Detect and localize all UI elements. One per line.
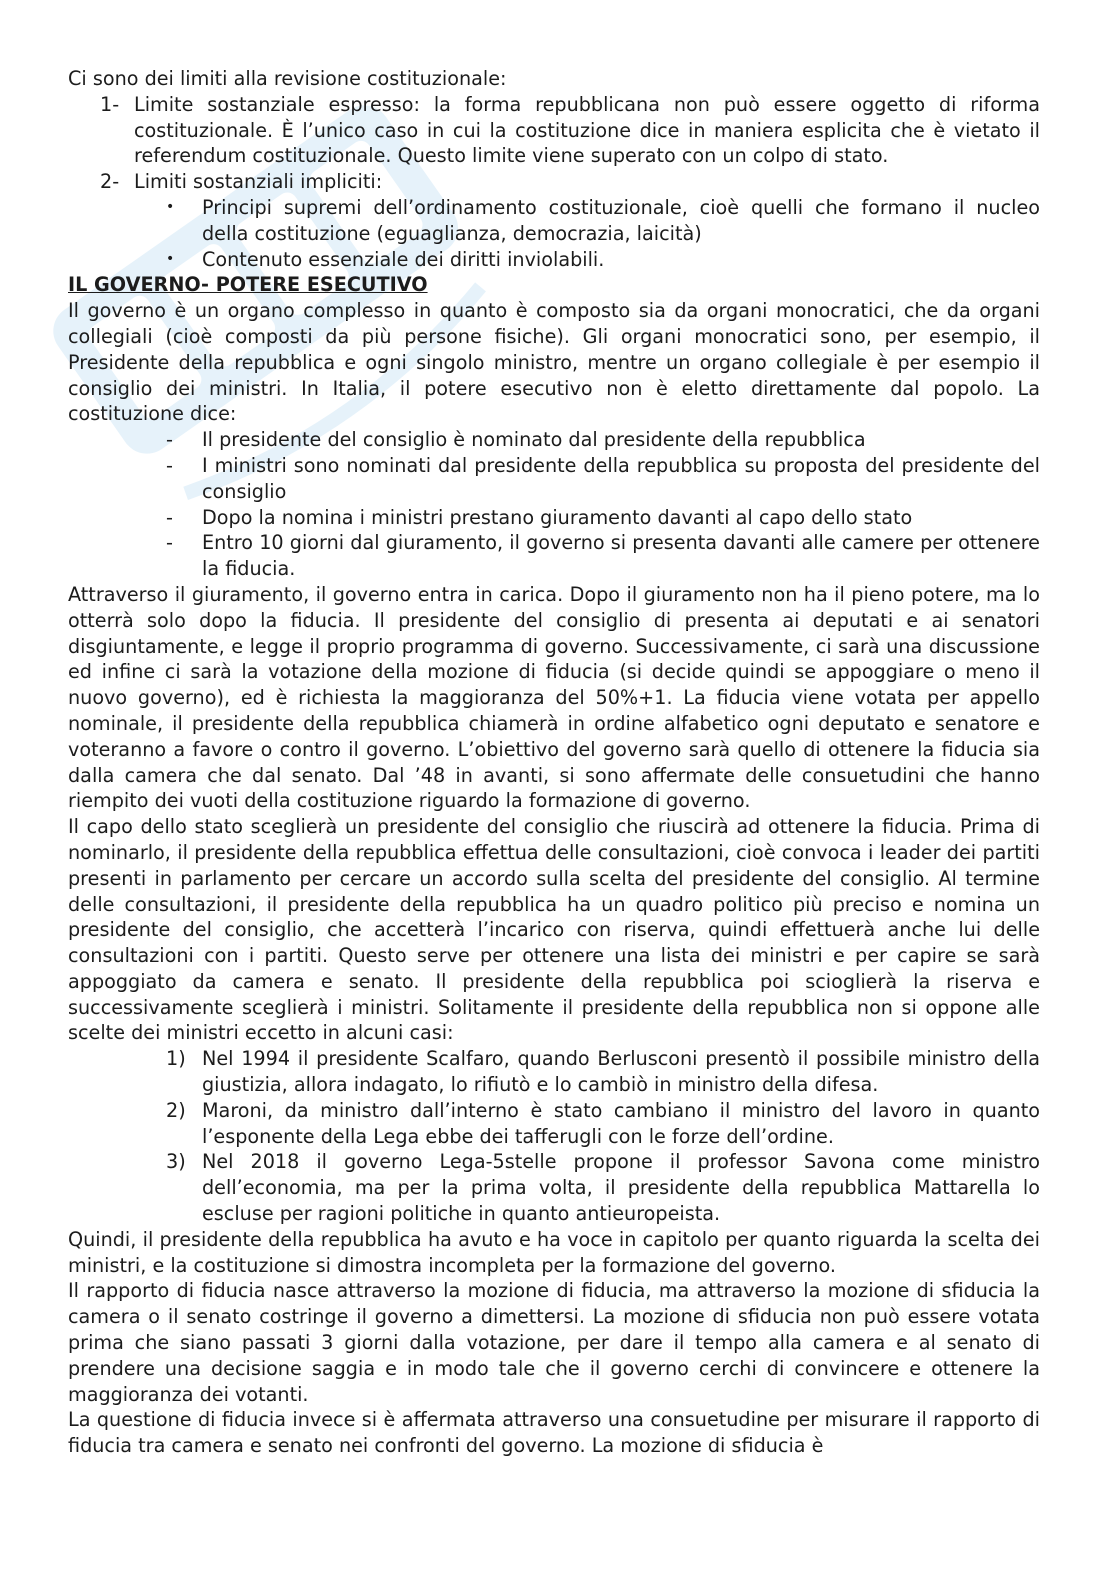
paragraph: Il rapporto di fiducia nasce attraverso la mozione di fiducia, ma attraverso la mozione di sfiducia la camera o il senato costringe il governo a dimettersi. La mozione di sfiducia non può essere votata prima che siano passati 3 giorni dalla votazione, per dare il tempo alla camera e al senato di prendere una decisione saggia e in modo tale che il governo cerchi di convincere e ottenere la maggioranza dei votanti. [68,1279,1040,1406]
bullet-icon: • [166,250,175,267]
bullet-icon: • [166,198,175,215]
paragraph: La questione di fiducia invece si è affermata attraverso una consuetudine per misurare il rapporto di fiducia tra camera e senato nei confronti del governo. La mozione di sfiducia è [68,1408,1040,1458]
implicit-bullet-2 [68,247,1040,273]
list-item-text: Nel 2018 il governo Lega-5stelle propone il professor Savona come ministro dell’economia, ma per la prima volta, il presidente della repubblica Mattarella lo escluse per ragioni politiche in quanto antieuropeista. [202,1150,1040,1226]
dash-marker: - [166,531,173,555]
constitution-item-1 [68,427,1040,453]
list-item-text: I ministri sono nominati dal presidente della repubblica su proposta del presidente del consiglio [202,453,1040,503]
constitution-item-4 [68,530,1040,582]
list-item-text: Dopo la nomina i ministri prestano giuramento davanti al capo dello stato [202,505,913,529]
list-item-text: Maroni, da ministro dall’interno è stato cambiano il ministro del lavoro in quanto l’esponente della Lega ebbe dei tafferugli con le forze dell’ordine. [202,1098,1040,1148]
implicit-bullet-1 [68,195,1040,247]
intro-line: Ci sono dei limiti alla revisione costituzionale: [68,67,507,90]
list-marker: 2- [100,170,120,194]
list-marker: 1) [166,1047,186,1071]
limit-item-1 [68,92,1040,169]
case-item-3 [68,1149,1040,1226]
list-item-text: Il presidente del consiglio è nominato dal presidente della repubblica [202,428,866,452]
constitution-item-3 [68,505,1040,531]
list-item-text: Nel 1994 il presidente Scalfaro, quando Berlusconi presentò il possibile ministro della giustizia, allora indagato, lo rifiutò e lo cambiò in ministro della difesa. [202,1047,1040,1097]
paragraph: Quindi, il presidente della repubblica ha avuto e ha voce in capitolo per quanto riguarda la scelta dei ministri, e la costituzione si dimostra incompleta per la formazione del governo. [68,1227,1040,1277]
section-heading: IL GOVERNO- POTERE ESECUTIVO [68,273,428,297]
document-page [68,66,1040,1459]
list-item-text: Principi supremi dell’ordinamento costituzionale, cioè quelli che formano il nucleo della costituzione (eguaglianza, democrazia, laicità) [202,195,1040,245]
case-item-1 [68,1046,1040,1098]
list-marker: 3) [166,1150,186,1174]
constitution-item-2 [68,453,1040,505]
list-marker: 1- [100,92,120,116]
paragraph: Il capo dello stato sceglierà un presidente del consiglio che riuscirà ad ottenere la fiducia. Prima di nominarlo, il presidente della repubblica effettua delle consultazioni, cioè convoca i leader dei partiti presenti in parlamento per cercare un accordo sulla scelta del presidente del consiglio. Al termine delle consultazioni, il presidente della repubblica ha un quadro politico più preciso e nomina un presidente del consiglio, che accetterà l’incarico con riserva, quindi effettuerà anche lui delle consultazioni con i partiti. Questo serve per ottenere una lista dei ministri e per capire se sarà appoggiato da camera e senato. Il presidente della repubblica poi scioglierà la riserva e successivamente sceglierà i ministri. Solitamente il presidente della repubblica non si oppone alle scelte dei ministri eccetto in alcuni casi: [68,815,1040,1045]
list-item-text: Limite sostanziale espresso: la forma repubblicana non può essere oggetto di riforma costituzionale. È l’unico caso in cui la costituzione dice in maniera esplicita che è vietato il referendum costituzionale. Questo limite viene superato con un colpo di stato. [134,92,1040,168]
list-item-text: Limiti sostanziali impliciti: [134,170,383,194]
dash-marker: - [166,453,173,477]
case-item-2 [68,1098,1040,1150]
list-marker: 2) [166,1098,186,1122]
limit-item-2 [68,169,1040,195]
list-item-text: Entro 10 giorni dal giuramento, il governo si presenta davanti alle camere per ottenere la fiducia. [202,531,1040,581]
paragraph: Il governo è un organo complesso in quanto è composto sia da organi monocratici, che da organi collegiali (cioè composti da più persone fisiche). Gli organi monocratici sono, per esempio, il Presidente della repubblica e ogni singolo ministro, mentre un organo collegiale è per esempio il consiglio dei ministri. In Italia, il potere esecutivo non è eletto direttamente dal popolo. La costituzione dice: [68,299,1040,426]
dash-marker: - [166,428,173,452]
paragraph: Attraverso il giuramento, il governo entra in carica. Dopo il giuramento non ha il pieno potere, ma lo otterrà solo dopo la fiducia. Il presidente del consiglio di presenta ai deputati e ai senatori disgiuntamente, e legge il proprio programma di governo. Successivamente, ci sarà una discussione ed infine ci sarà la votazione della mozione di fiducia (si decide quindi se appoggiare o meno il nuovo governo), ed è richiesta la maggioranza del 50%+1. La fiducia viene votata per appello nominale, il presidente della repubblica chiamerà in ordine alfabetico ogni deputato e senatore e voteranno a favore o contro il governo. L’obiettivo del governo sarà quello di ottenere la fiducia sia dalla camera che dal senato. Dal ’48 in avanti, si sono affermate delle consuetudini che hanno riempito dei vuoti della costituzione riguardo la formazione di governo. [68,582,1040,813]
list-item-text: Contenuto essenziale dei diritti inviolabili. [202,247,605,271]
dash-marker: - [166,505,173,529]
